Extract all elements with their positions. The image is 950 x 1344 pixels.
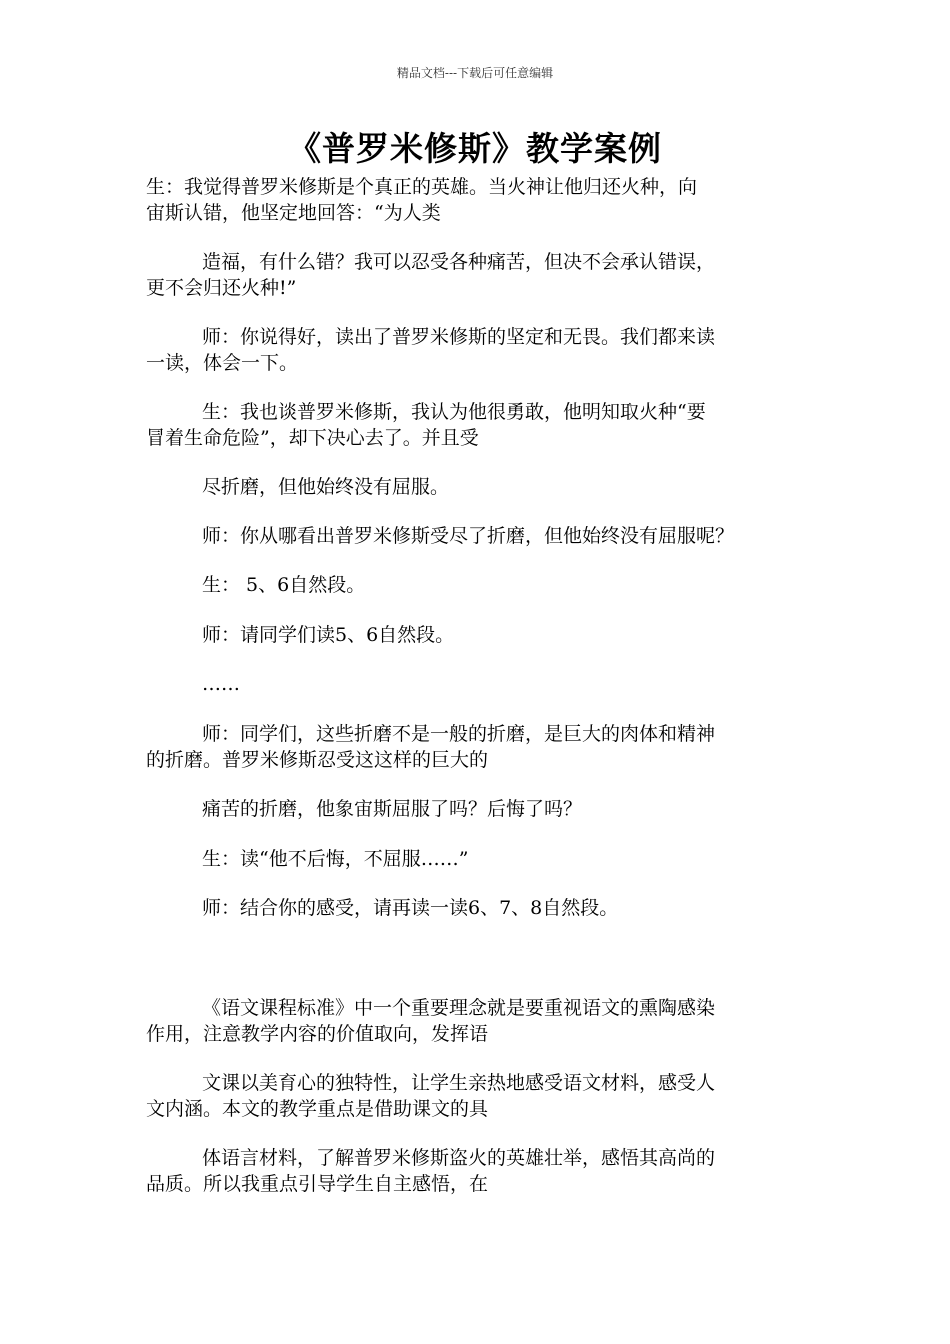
paragraph-line: 冒着生命危险”，却下决心去了。并且受 [146,427,479,449]
paragraph-line: 师：你从哪看出普罗米修斯受尽了折磨，但他始终没有屈服呢？ [202,525,735,547]
paragraph-line: 痛苦的折磨，他象宙斯屈服了吗？后悔了吗？ [202,798,583,820]
page-header-note: 精品文档---下载后可任意编辑 [396,66,554,80]
paragraph-line: 一读，体会一下。 [146,352,299,374]
paragraph-line: 文内涵。本文的教学重点是借助课文的具 [146,1098,489,1120]
paragraph-line: …… [202,673,240,695]
paragraph-line: 生：读“他不后悔，不屈服……” [202,848,469,870]
paragraph-line: 生：我也谈普罗米修斯，我认为他很勇敢，他明知取火种“要 [202,401,706,423]
paragraph-line: 造福，有什么错？我可以忍受各种痛苦，但决不会承认错误， [202,251,716,273]
document-title: 《普罗米修斯》教学案例 [288,129,662,168]
paragraph-line: 生：我觉得普罗米修斯是个真正的英雄。当火神让他归还火种，向 [146,176,698,198]
paragraph-line: 《语文课程标准》中一个重要理念就是要重视语文的熏陶感染 [202,997,716,1019]
paragraph-line: 更不会归还火种!” [146,277,297,299]
paragraph-line: 品质。所以我重点引导学生自主感悟，在 [146,1173,489,1195]
paragraph-line: 宙斯认错，他坚定地回答：“为人类 [146,202,441,224]
paragraph-line: 生： 5、6自然段。 [202,574,366,596]
paragraph-line: 体语言材料，了解普罗米修斯盗火的英雄壮举，感悟其高尚的 [202,1147,716,1169]
paragraph-line: 作用，注意教学内容的价值取向，发挥语 [146,1023,489,1045]
paragraph-line: 的折磨。普罗米修斯忍受这这样的巨大的 [146,749,489,771]
paragraph-line: 师：你说得好，读出了普罗米修斯的坚定和无畏。我们都来读 [202,326,716,348]
paragraph-line: 尽折磨，但他始终没有屈服。 [202,476,450,498]
paragraph-line: 师：请同学们读5、6自然段。 [202,624,455,646]
paragraph-line: 文课以美育心的独特性，让学生亲热地感受语文材料，感受人 [202,1072,716,1094]
paragraph-line: 师：同学们，这些折磨不是一般的折磨，是巨大的肉体和精神 [202,723,716,745]
paragraph-line: 师：结合你的感受，请再读一读6、7、8自然段。 [202,897,619,919]
